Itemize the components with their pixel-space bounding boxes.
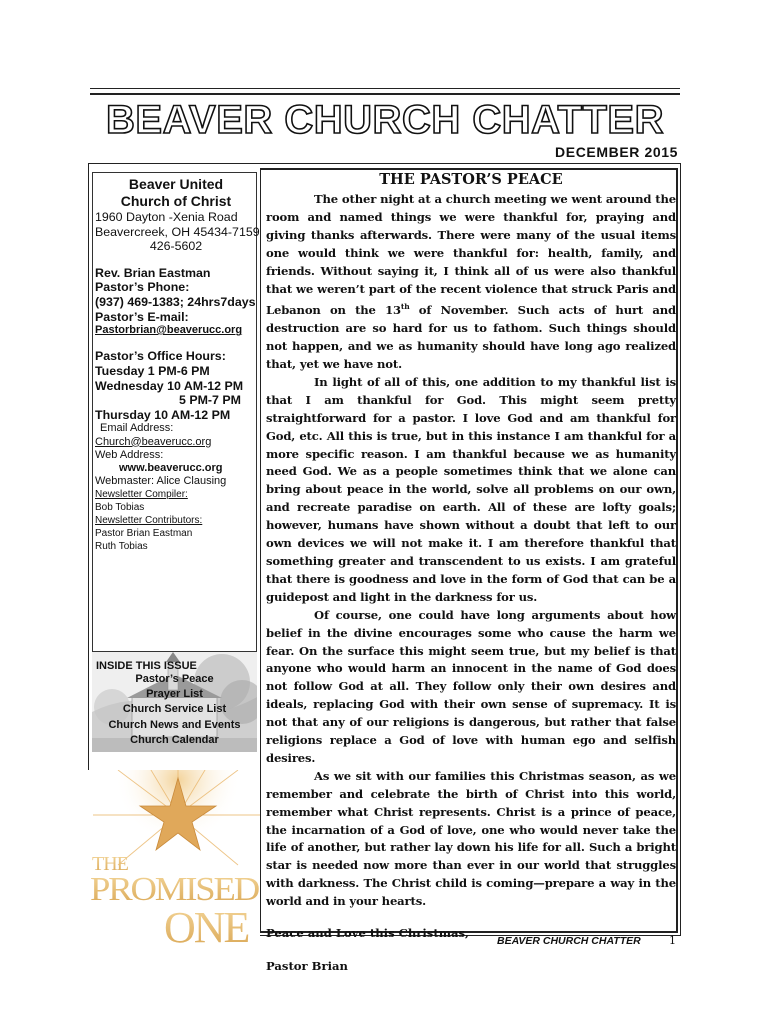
signature: Pastor Brian — [266, 959, 348, 974]
article-paragraph: Of course, one could have long arguments about how belief in the divine encourages some who cause the harm we fear. On the surface this might seem true, but my belief is that anyone who would harm an innocent in the name of God does not follow God at all. They follow only their own desires and ideals, replacing God with their own sense of supremacy. It is not that any of our religions is dangerous, but rather that false religions replace a God of love with human ego and selfish desires. — [266, 607, 676, 765]
artwork-the: THE — [92, 853, 128, 875]
issue-item[interactable]: Church Calendar — [130, 733, 219, 746]
issue-item[interactable]: Church Service List — [122, 703, 227, 716]
issue-item[interactable]: Church News and Events — [108, 718, 241, 731]
compiler-name: Bob Tobias — [95, 502, 145, 514]
inside-issue-list — [92, 672, 257, 748]
newsletter-title: BEAVER CHURCH CHATTER — [106, 98, 664, 142]
hours-wednesday-evening: 5 PM-7 PM — [179, 393, 241, 408]
website-link[interactable]: www.beaverucc.org — [119, 461, 223, 474]
church-email-link[interactable]: Church@beaverucc.org — [95, 435, 212, 448]
webmaster: Webmaster: Alice Clausing — [95, 475, 227, 488]
artwork-promised: PROMISED — [90, 871, 260, 908]
footer-label: BEAVER CHURCH CHATTER — [497, 935, 641, 947]
contributor-name: Ruth Tobias — [95, 541, 148, 553]
contact-sidebar — [95, 176, 260, 553]
issue-date: DECEMBER 2015 — [555, 144, 678, 160]
issue-item[interactable]: Prayer List — [146, 688, 203, 701]
church-name-line2: Church of Christ — [120, 193, 232, 209]
web-label: Web Address: — [95, 448, 164, 461]
hours-wednesday: Wednesday 10 AM-12 PM — [95, 378, 244, 393]
page-number: 1 — [669, 934, 676, 947]
masthead-rule-top — [90, 88, 680, 89]
pastor-name: Rev. Brian Eastman — [95, 265, 211, 280]
church-phone: 426-5602 — [149, 239, 203, 254]
artwork-one: ONE — [164, 903, 249, 945]
closing-line: Peace and Love this Christmas, — [266, 926, 470, 941]
inside-issue-title: INSIDE THIS ISSUE — [96, 660, 197, 672]
address-line2: Beavercreek, OH 45434-7159 — [95, 224, 260, 239]
article-paragraph: As we sit with our families this Christmas season, as we remember and celebrate the birth of Christ into this world, remember what Christ represents. Christ is a prince of peace, the incarnation of a God of love, one who would never take the life of another, but rather lay down his life for all. Such a bright star is needed now more than ever in our world that struggles with darkness. The Christ child is coming—prepare a way in the world and in your hearts. — [266, 768, 676, 909]
pastor-email-label: Pastor’s E-mail: — [95, 309, 189, 324]
masthead-rule-bottom — [90, 93, 680, 95]
office-hours-label: Pastor’s Office Hours: — [95, 349, 226, 364]
promised-one-artwork — [88, 770, 260, 945]
address-line1: 1960 Dayton -Xenia Road — [95, 210, 238, 224]
pastor-phone-label: Pastor’s Phone: — [95, 280, 190, 295]
article-heading: THE PASTOR’S PEACE — [379, 171, 563, 188]
pastors-peace-article — [266, 170, 676, 975]
contributors-label: Newsletter Contributors: — [95, 515, 203, 527]
hours-thursday: Thursday 10 AM-12 PM — [95, 407, 231, 422]
contributor-name: Pastor Brian Eastman — [95, 528, 193, 540]
church-name-line1: Beaver United — [128, 176, 224, 192]
article-paragraph: The other night at a church meeting we went around the room and named things we were thankful for, praying and giving thanks afterwards. There were many of the usual items one would think we were thankful for: health, family, and friends. Without saying it, I think all of us were also thankful that we weren’t part of the recent violence that struck Paris and Lebanon on the 13th of November. Such acts of hurt and destruction are so hard for us to fathom. Such things should not happen, and we as humanity should have long ago realized that, yet we have not. — [266, 192, 676, 372]
hours-tuesday: Tuesday 1 PM-6 PM — [95, 363, 210, 378]
issue-item[interactable]: Pastor’s Peace — [135, 673, 214, 685]
article-body — [266, 191, 676, 911]
pastor-phone: (937) 469-1383; 24hrs7days — [95, 294, 256, 309]
compiler-label: Newsletter Compiler: — [95, 489, 188, 501]
email-label: Email Address: — [100, 422, 174, 435]
article-paragraph: In light of all of this, one addition to my thankful list is that I am thankful for God. This might seem pretty straightforward for a pastor. I love God and am thankful for God, etc. All this is true, but in this instance I am thankful for a more specific reason. I am thankful because we as humanity need God. We as a people sometimes think that we alone can bring about peace in the world, solve all problems on our own, and recreate paradise on earth. All of these are lofty goals; however, humans have shown without a doubt that left to our own devices we will not make it. I am therefore thankful that something greater and transcendent to us exists. I am grateful that there is goodness and love in the form of God that can be a guidepost and light in the darkness for us. — [266, 374, 676, 604]
inside-this-issue — [92, 652, 257, 752]
pastor-email-link[interactable]: Pastorbrian@beaverucc.org — [95, 324, 243, 337]
